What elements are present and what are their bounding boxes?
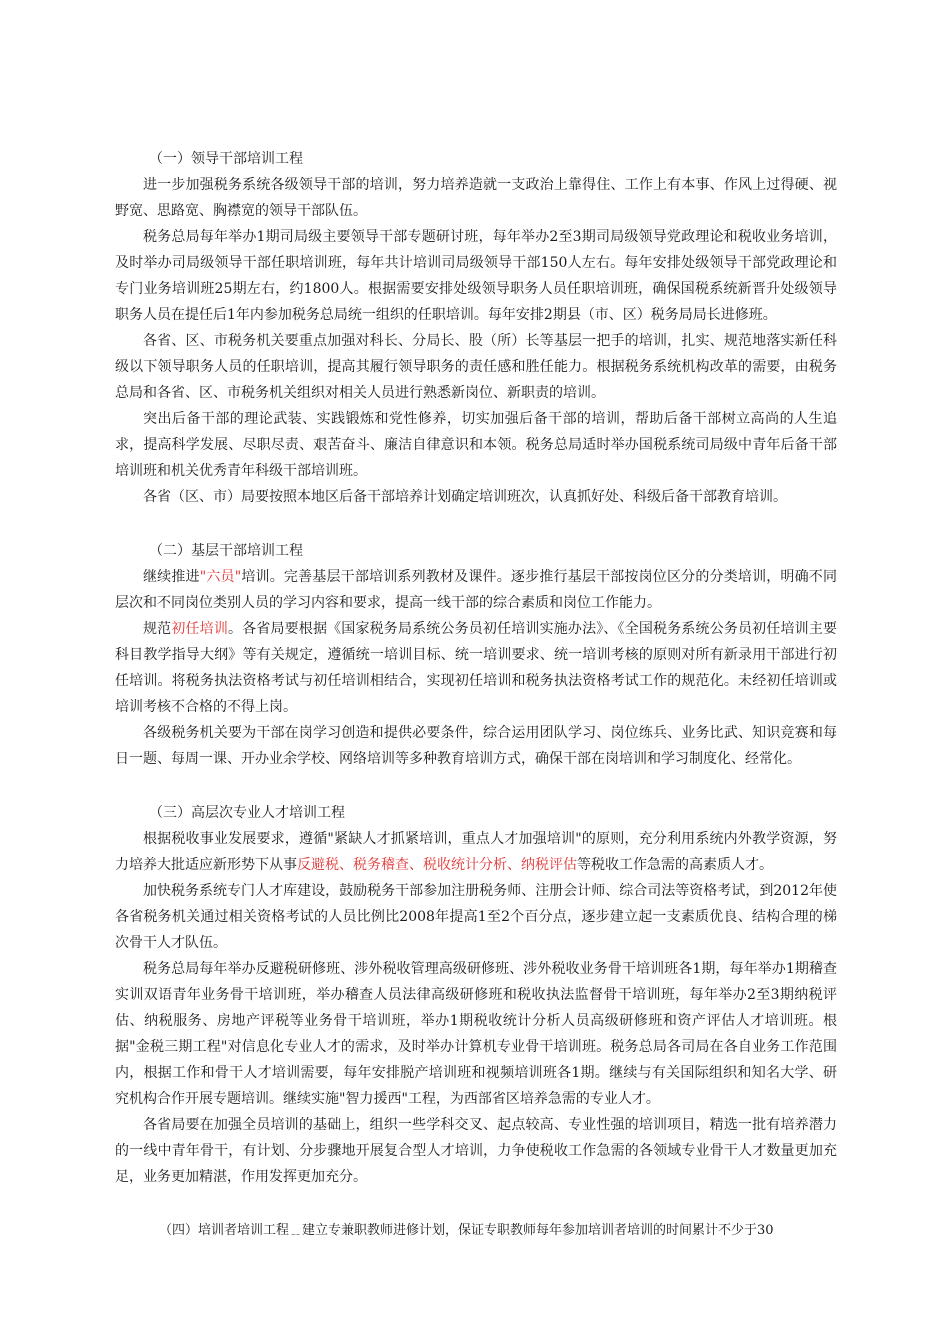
section-2-paragraph bbox=[115, 564, 837, 616]
highlight-term: 初任培训 bbox=[171, 621, 228, 637]
text-run: 培训。完善基层干部培训系列教材及课件。逐步推行基层干部按岗位区分的分类培训，明确不同层次和不同岗位类别人员的学习内容和要求，提高一线干部的综合素质和岗位工作能力。 bbox=[115, 569, 837, 611]
highlight-term: "六员" bbox=[199, 569, 242, 585]
section-gap bbox=[115, 1190, 837, 1218]
highlight-separator: 、 bbox=[507, 857, 521, 873]
section-4-line: （四）培训者培训工程﹎建立专兼职教师进修计划，保证专职教师每年参加培训者培训的时间累计不少于30 bbox=[159, 1223, 774, 1238]
section-3-paragraph: 税务总局每年举办反避税研修班、涉外税收管理高级研修班、涉外税收业务骨干培训班各1期，每年举办1期稽查实训双语青年业务骨干培训班，举办稽查人员法律高级研修班和税收执法监督骨干培训班，每年举办2至3期纳税评估、纳税服务、房地产评税等业务骨干培训班，举办1期税收统计分析人员高级研修班和资产评估人才培训班。根据"金税三期工程"对信息化专业人才的需求，及时举办计算机专业骨干培训班。税务总局各司局在各自业务工作范围内，根据工作和骨干人才培训需要，每年安排脱产培训班和视频培训班各1期。继续与有关国际组织和知名大学、研究机构合作开展专题培训。继续实施"智力援西"工程，为西部省区培养急需的专业人才。 bbox=[115, 961, 837, 1107]
section-3-heading: （三）高层次专业人才培训工程 bbox=[149, 805, 345, 821]
section-gap bbox=[115, 772, 837, 800]
highlight-term: 反避税 bbox=[297, 857, 339, 873]
section-3-paragraph bbox=[115, 826, 837, 878]
text-run: 。各省局要根据《国家税务局系统公务员初任培训实施办法》、《全国税务系统公务员初任培训主要科目教学指导大纲》等有关规定，遵循统一培训目标、统一培训要求、统一培训考核的原则对所有新录用干部进行初任培训。将税务执法资格考试与初任培训相结合，实现初任培训和税务执法资格考试工作的规范化。未经初任培训或培训考核不合格的不得上岗。 bbox=[115, 621, 838, 715]
section-gap bbox=[115, 510, 837, 538]
section-1-paragraph: 突出后备干部的理论武装、实践锻炼和党性修养，切实加强后备干部的培训，帮助后备干部树立高尚的人生追求，提高科学发展、尽职尽责、艰苦奋斗、廉洁自律意识和本领。税务总局适时举办国税系统司局级中青年后备干部培训班和机关优秀青年科级干部培训班。 bbox=[115, 411, 837, 479]
highlight-separator: 、 bbox=[409, 857, 423, 873]
section-2-paragraph: 各级税务机关要为干部在岗学习创造和提供必要条件，综合运用团队学习、岗位练兵、业务比武、知识竞赛和每日一题、每周一课、开办业余学校、网络培训等多种教育培训方式，确保干部在岗培训和学习制度化、经常化。 bbox=[115, 725, 837, 767]
text-run: 继续推进 bbox=[143, 569, 200, 585]
section-2-heading: （二）基层干部培训工程 bbox=[149, 543, 303, 559]
text-run: 根据税收事业发展要求，遵循"紧缺人才抓紧培训，重点人才加强培训"的原则，充分利用系统内外教学资源，努力培养大批适应新形势下从事 bbox=[115, 831, 837, 873]
section-1-paragraph: 进一步加强税务系统各级领导干部的培训，努力培养造就一支政治上靠得住、工作上有本事、作风上过得硬、视野宽、思路宽、胸襟宽的领导干部队伍。 bbox=[115, 177, 837, 219]
section-1-paragraph: 各省、区、市税务机关要重点加强对科长、分局长、股（所）长等基层一把手的培训，扎实、规范地落实新任科级以下领导职务人员的任职培训，提高其履行领导职务的责任感和胜任能力。根据税务系统机构改革的需要，由税务总局和各省、区、市税务机关组织对相关人员进行熟悉新岗位、新职责的培训。 bbox=[115, 333, 837, 401]
text-run: 规范 bbox=[143, 621, 172, 637]
section-3-paragraph: 加快税务系统专门人才库建设，鼓励税务干部参加注册税务师、注册会计师、综合司法等资格考试，到2012年使各省税务机关通过相关资格考试的人员比例比2008年提高1至2个百分点，逐步建立起一支素质优良、结构合理的梯次骨干人才队伍。 bbox=[115, 883, 837, 951]
section-3-paragraph: 各省局要在加强全员培训的基础上，组织一些学科交叉、起点较高、专业性强的培训项目，精选一批有培养潜力的一线中青年骨干，有计划、分步骤地开展复合型人才培训，力争使税收工作急需的各领域专业骨干人才数量更加充足，业务更加精湛，作用发挥更加充分。 bbox=[115, 1117, 837, 1185]
section-1-paragraph: 各省（区、市）局要按照本地区后备干部培养计划确定培训班次，认真抓好处、科级后备干部教育培训。 bbox=[143, 489, 787, 505]
text-run: 等税收工作急需的高素质人才。 bbox=[577, 857, 773, 873]
document-page bbox=[115, 146, 837, 1244]
highlight-term: 纳税评估 bbox=[521, 857, 577, 873]
highlight-term: 税收统计分析 bbox=[423, 857, 507, 873]
section-2-paragraph bbox=[115, 616, 837, 720]
highlight-term: 税务稽查 bbox=[353, 857, 409, 873]
section-1-heading: （一）领导干部培训工程 bbox=[149, 151, 303, 167]
section-1-paragraph: 税务总局每年举办1期司局级主要领导干部专题研讨班，每年举办2至3期司局级领导党政理论和税收业务培训，及时举办司局级领导干部任职培训班，每年共计培训司局级领导干部150人左右。每年安排处级领导干部党政理论和专门业务培训班25期左右，约1800人。根据需要安排处级领导职务人员任职培训班，确保国税系统新晋升处级领导职务人员在提任后1年内参加税务总局统一组织的任职培训。每年安排2期县（市、区）税务局局长进修班。 bbox=[115, 229, 837, 323]
highlight-separator: 、 bbox=[339, 857, 353, 873]
